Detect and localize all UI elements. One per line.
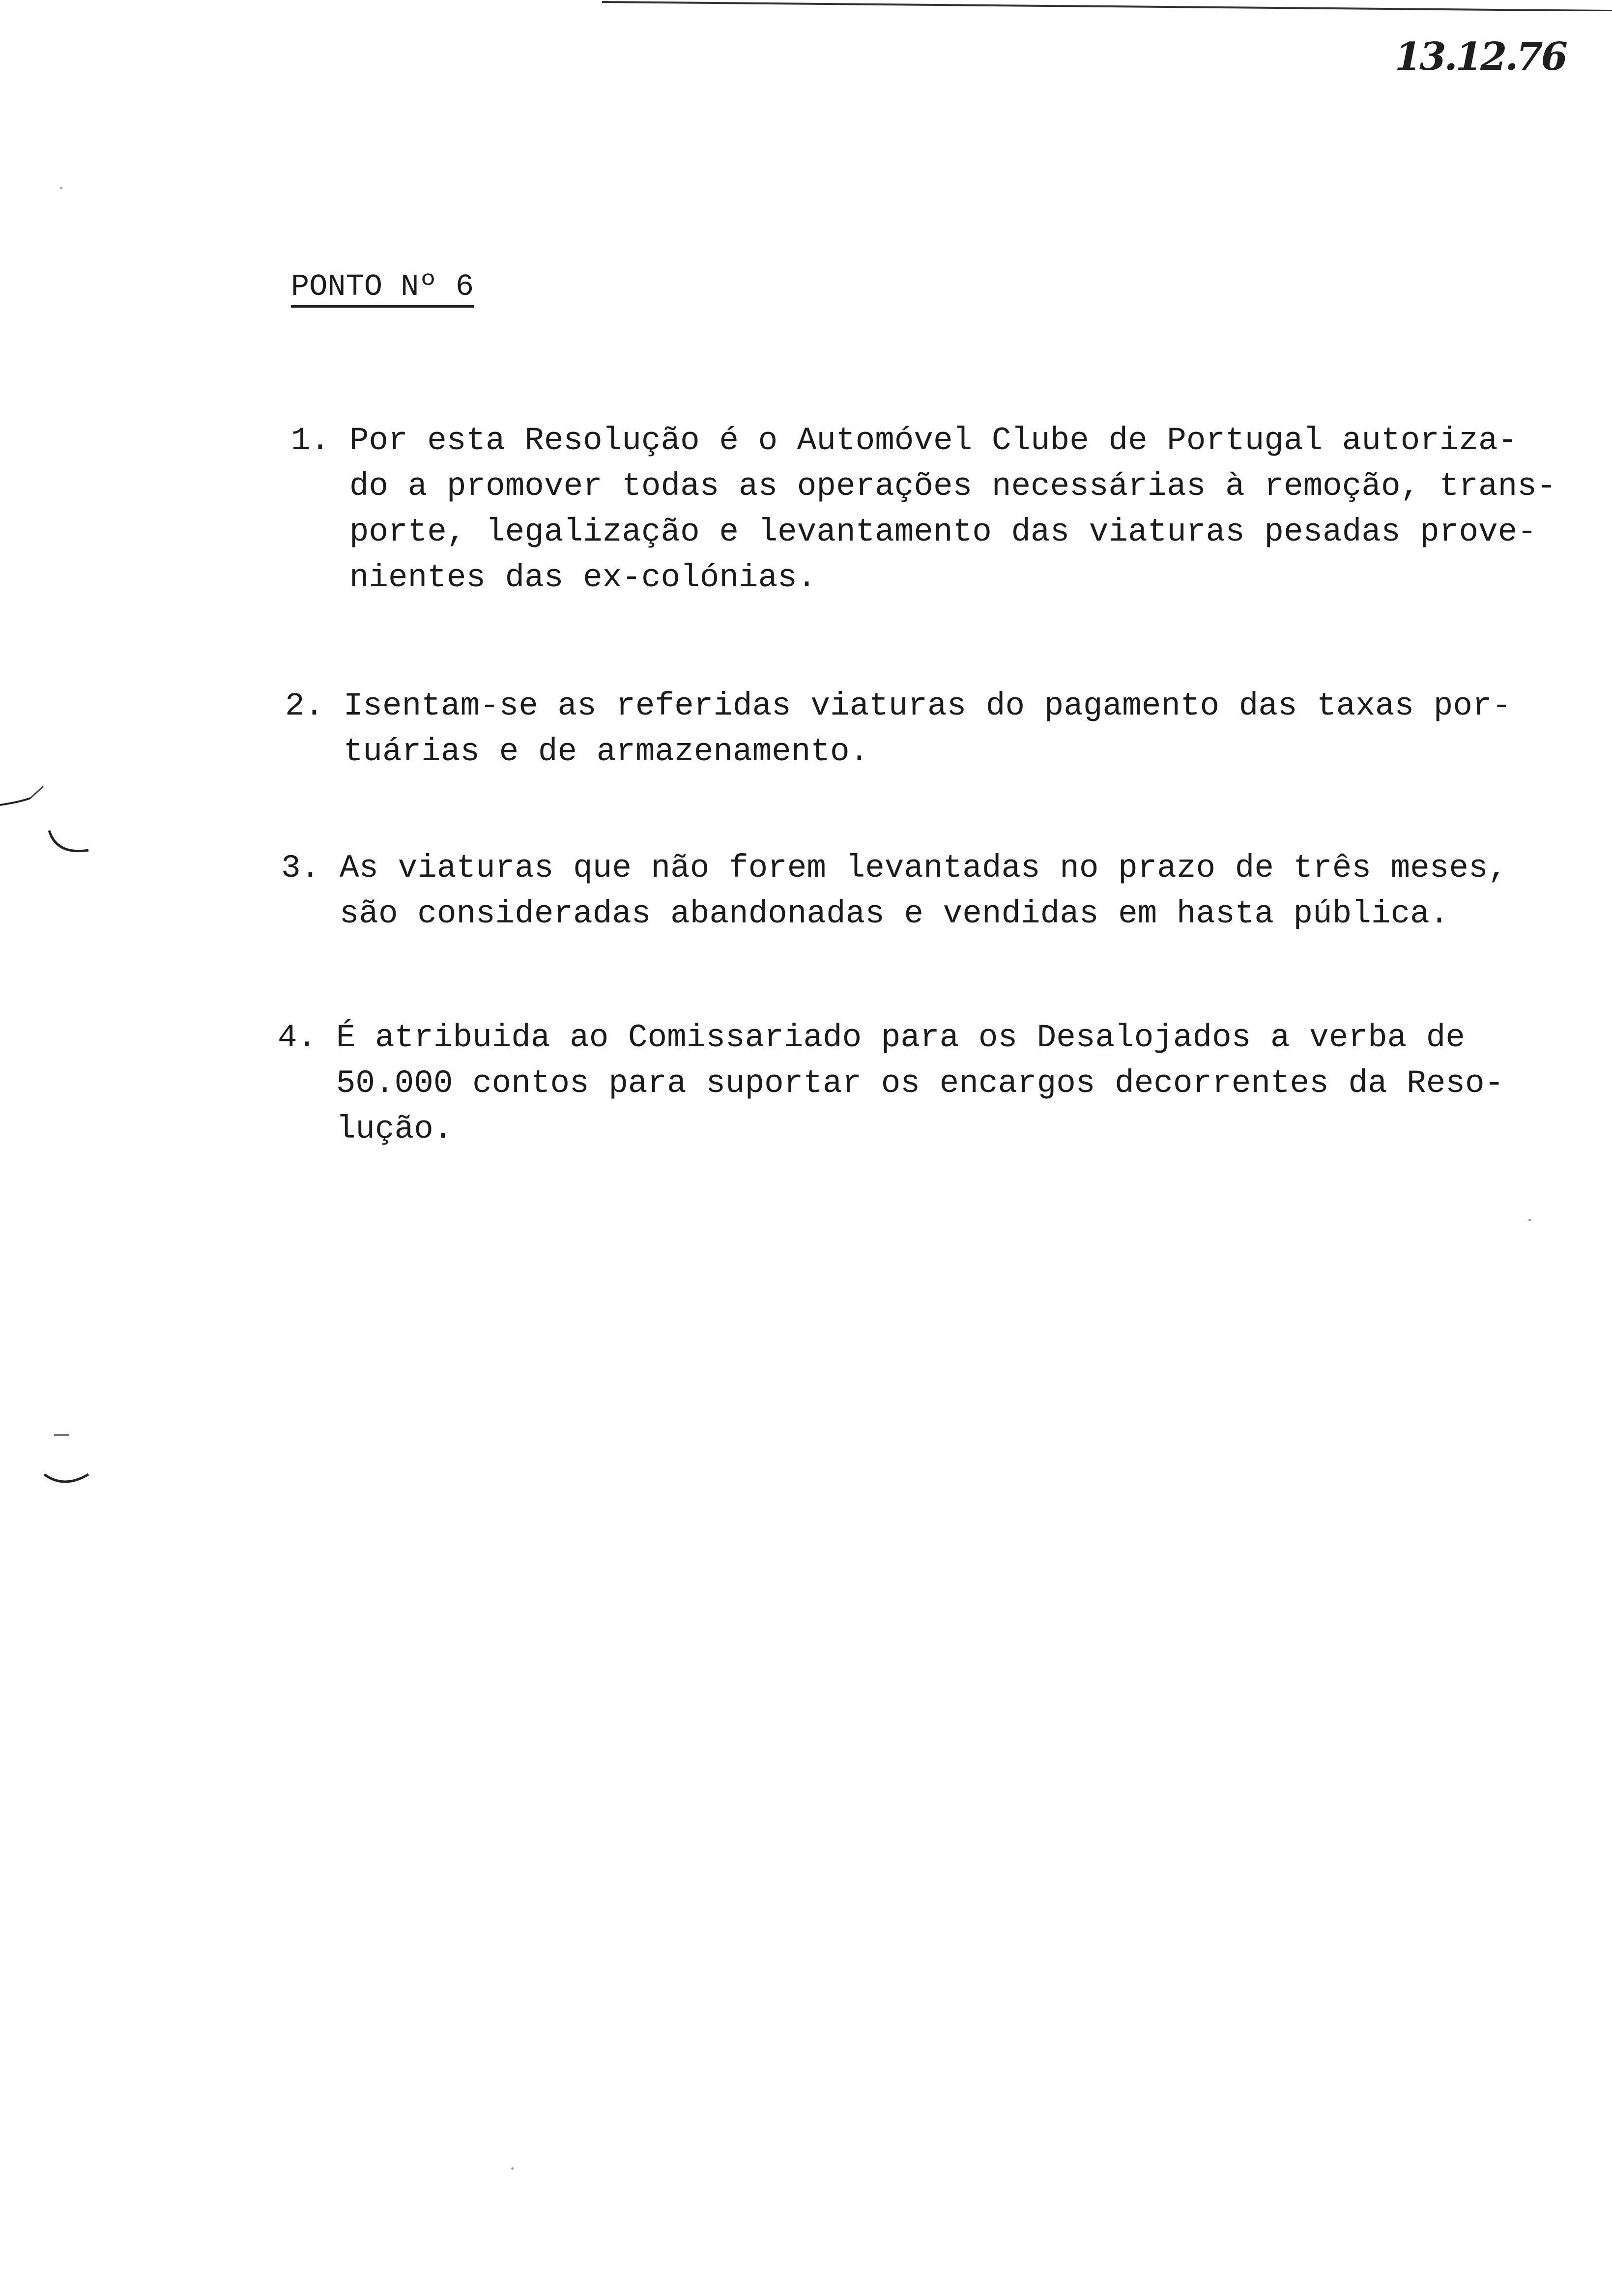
list-item-4 <box>278 1015 1504 1152</box>
item-line: As viaturas que não forem levantadas no prazo de três meses, <box>339 850 1508 887</box>
page-speck <box>60 187 62 189</box>
list-item-2 <box>285 683 1511 775</box>
punch-hole-mark-upper <box>0 776 98 865</box>
item-line: 50.000 contos para suportar os encargos decorrentes da Reso- <box>336 1065 1504 1102</box>
item-number: 4. <box>278 1019 317 1056</box>
item-number: 1. <box>291 422 330 459</box>
page-speck <box>511 2167 514 2170</box>
item-number: 2. <box>285 688 324 724</box>
item-number: 3. <box>281 850 320 887</box>
item-line: lução. <box>336 1111 453 1148</box>
handwritten-date: 13.12.76 <box>1395 34 1566 79</box>
item-line: porte, legalização e levantamento das viaturas pesadas prove- <box>349 514 1537 550</box>
page-speck <box>1528 1219 1531 1221</box>
item-line: nientes das ex-colónias. <box>349 559 817 596</box>
item-line: É atribuida ao Comissariado para os Desalojados a verba de <box>336 1019 1466 1056</box>
top-edge-line <box>602 0 1612 11</box>
item-line: Por esta Resolução é o Automóvel Clube de Portugal autoriza- <box>349 422 1518 459</box>
item-line: são consideradas abandonadas e vendidas em hasta pública. <box>339 895 1449 932</box>
list-item-1 <box>291 418 1556 601</box>
item-line: Isentam-se as referidas viaturas do pagamento das taxas por- <box>343 688 1512 724</box>
item-line: tuárias e de armazenamento. <box>343 733 869 770</box>
item-line: do a promover todas as operações necessárias à remoção, trans- <box>349 468 1556 505</box>
punch-hole-mark-lower <box>39 1425 103 1494</box>
list-item-3 <box>281 845 1507 937</box>
section-heading: PONTO Nº 6 <box>291 272 474 308</box>
